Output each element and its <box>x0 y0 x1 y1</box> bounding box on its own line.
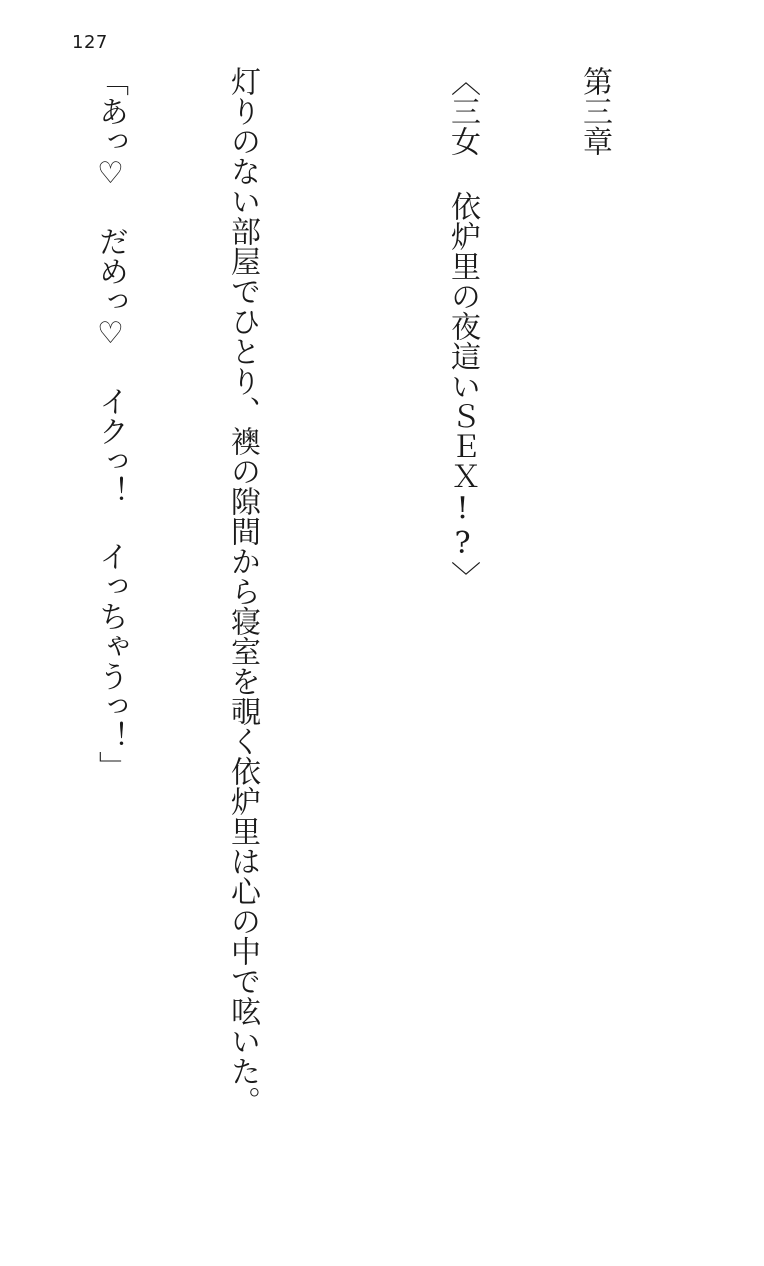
vertical-text-body <box>64 66 704 1116</box>
text-line: 「あっ♡ だめっ♡ イクっ！ イっちゃうっ！」 <box>93 66 128 781</box>
page-number: 127 <box>72 32 108 53</box>
text-line: 灯りのない部屋でひとり、襖の隙間から寝室を覗く依炉里は心の中で呟いた。 <box>225 66 260 1116</box>
chapter-subtitle: 〈三女 依炉里の夜這いＳＥＸ!?〉 <box>445 66 480 591</box>
chapter-heading: 第三章 <box>577 66 612 156</box>
